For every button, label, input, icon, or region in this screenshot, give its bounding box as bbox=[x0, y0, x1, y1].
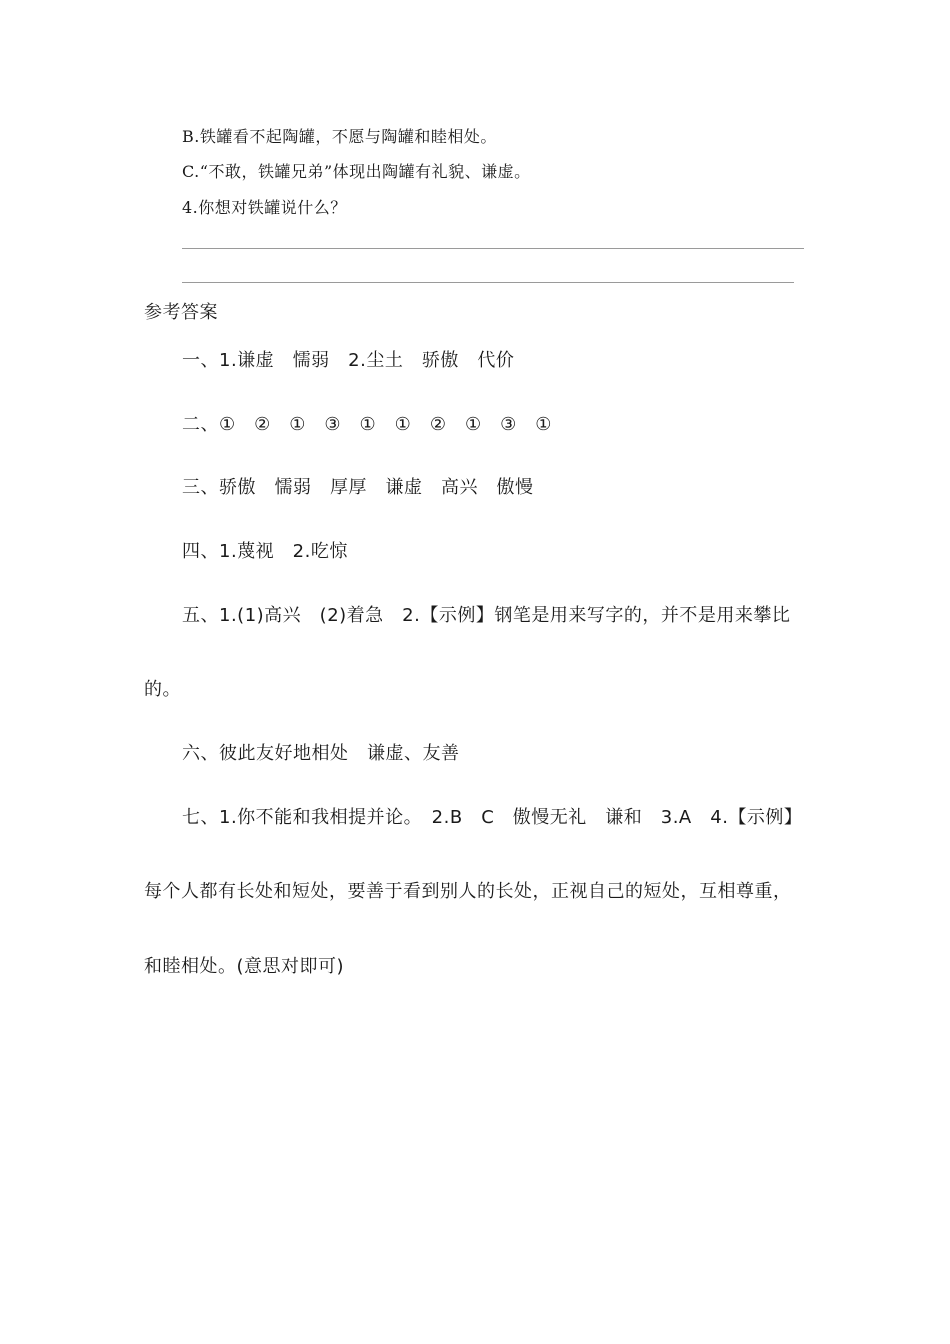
answer-section-3: 三、骄傲 懦弱 厚厚 谦虚 高兴 傲慢 bbox=[182, 477, 534, 498]
answer-line-2 bbox=[182, 282, 794, 283]
answer-section-7-line-3: 和睦相处。(意思对即可) bbox=[144, 956, 345, 977]
answer-section-7-line-2: 每个人都有长处和短处，要善于看到别人的长处，正视自己的短处，互相尊重， bbox=[144, 881, 792, 902]
answer-section-4: 四、1.蔑视 2.吃惊 bbox=[182, 541, 348, 562]
answer-section-5-line-2: 的。 bbox=[144, 679, 181, 700]
option-c: C.“不敢，铁罐兄弟”体现出陶罐有礼貌、谦虚。 bbox=[182, 162, 531, 181]
answer-section-6: 六、彼此友好地相处 谦虚、友善 bbox=[182, 743, 460, 764]
answer-section-1: 一、1.谦虚 懦弱 2.尘土 骄傲 代价 bbox=[182, 350, 515, 371]
option-b: B.铁罐看不起陶罐，不愿与陶罐和睦相处。 bbox=[182, 127, 497, 146]
answer-section-5-line-1: 五、1.(1)高兴 (2)着急 2.【示例】钢笔是用来写字的，并不是用来攀比 bbox=[182, 605, 791, 626]
answer-line-1 bbox=[182, 248, 804, 249]
question-4: 4.你想对铁罐说什么？ bbox=[182, 198, 347, 217]
answer-section-7-line-1: 七、1.你不能和我相提并论。 2.B C 傲慢无礼 谦和 3.A 4.【示例】 bbox=[182, 807, 803, 828]
answers-heading: 参考答案 bbox=[144, 302, 218, 323]
answer-section-2: 二、① ② ① ③ ① ① ② ① ③ ① bbox=[182, 414, 552, 435]
